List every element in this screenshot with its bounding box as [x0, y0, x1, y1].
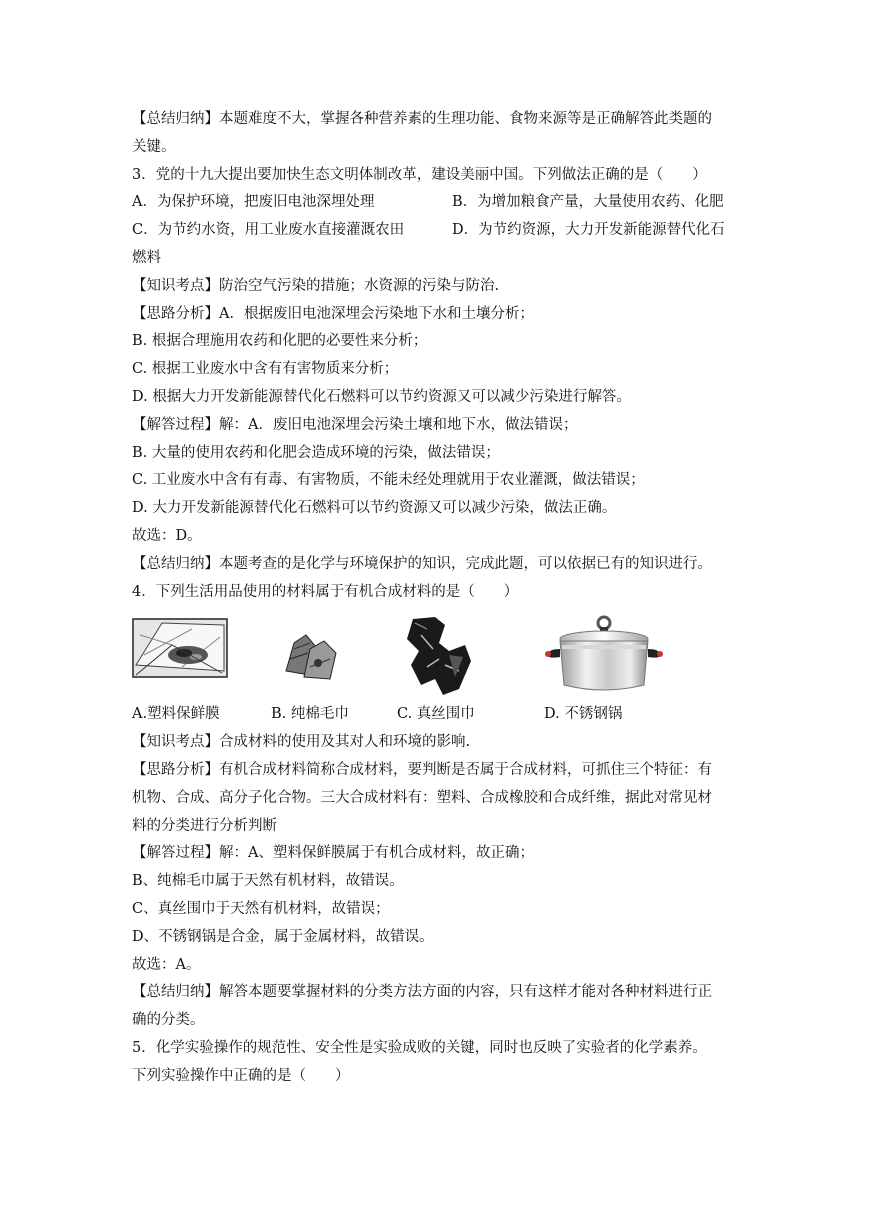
q3-analysis-d: D. 根据大力开发新能源替代化石燃料可以节约资源又可以减少污染进行解答。: [132, 388, 631, 405]
cotton-towel-image: [280, 615, 340, 683]
q3-option-a: A．为保护环境，把废旧电池深埋处理: [132, 194, 375, 211]
question-4-stem: 4．下列生活用品使用的材料属于有机合成材料的是（ ）: [132, 583, 519, 600]
question-5-stem-line1: 5．化学实验操作的规范性、安全性是实验成败的关键，同时也反映了实验者的化学素养。: [132, 1039, 707, 1056]
q4-caption-b: B. 纯棉毛巾: [271, 706, 349, 723]
q3-solution-c: C. 工业废水中含有有毒、有害物质，不能未经处理就用于农业灌溉，做法错误；: [132, 472, 645, 489]
q4-analysis-line3: 料的分类进行分析判断: [132, 817, 277, 834]
q3-options-row1: [132, 189, 744, 217]
q3-analysis-b: B. 根据合理施用农药和化肥的必要性来分析；: [132, 333, 428, 350]
q3-analysis-c: C. 根据工业废水中含有有害物质来分析；: [132, 361, 399, 378]
q4-solution-c: C、真丝围巾于天然有机材料，故错误；: [132, 900, 390, 917]
q4-solution-b: B、纯棉毛巾属于天然有机材料，故错误。: [132, 873, 404, 890]
q4-summary-line1: 【总结归纳】解答本题要掌握材料的分类方法方面的内容，只有这样才能对各种材料进行正: [132, 984, 712, 1001]
q3-knowledge-point: 【知识考点】防治空气污染的措施；水资源的污染与防治.: [132, 277, 500, 294]
q4-caption-d: D. 不锈钢锅: [544, 706, 623, 723]
q3-option-d: D．为节约资源，大力开发新能源替代化石: [452, 222, 725, 239]
q4-answer: 故选：A。: [132, 956, 201, 973]
q3-answer: 故选：D。: [132, 527, 202, 544]
summary-q2-line2: 关键。: [132, 138, 176, 155]
q3-solution-d: D. 大力开发新能源替代化石燃料可以节约资源又可以减少污染，做法正确。: [132, 500, 617, 517]
q3-solution-b: B. 大量的使用农药和化肥会造成环境的污染，做法错误；: [132, 444, 500, 461]
q4-knowledge-point: 【知识考点】合成材料的使用及其对人和环境的影响.: [132, 734, 471, 751]
q3-options-row2: [132, 217, 744, 245]
q4-caption-a: A.塑料保鲜膜: [132, 706, 220, 723]
q4-analysis-line1: 【思路分析】有机合成材料简称合成材料，要判断是否属于合成材料，可抓住三个特征：有: [132, 761, 712, 778]
plastic-wrap-image: [132, 615, 228, 681]
stainless-steel-pot-image: [544, 615, 664, 697]
q3-analysis-a: 【思路分析】A．根据废旧电池深埋会污染地下水和土壤分析；: [132, 305, 534, 322]
q3-solution-a: 【解答过程】解：A．废旧电池深埋会污染土壤和地下水，做法错误；: [132, 416, 578, 433]
silk-scarf-image: [405, 615, 473, 697]
q4-caption-c: C. 真丝围巾: [397, 706, 475, 723]
document-content: [132, 106, 744, 1091]
summary-q2-line1: 【总结归纳】本题难度不大，掌握各种营养素的生理功能、食物来源等是正确解答此类题的: [132, 111, 712, 127]
q4-solution-d: D、不锈钢锅是合金，属于金属材料，故错误。: [132, 928, 434, 945]
q4-captions: [132, 701, 744, 729]
question-3-stem: 3．党的十九大提出要加快生态文明体制改革，建设美丽中国。下列做法正确的是（ ）: [132, 166, 707, 183]
q3-summary: 【总结归纳】本题考查的是化学与环境保护的知识，完成此题，可以依据已有的知识进行。: [132, 555, 712, 572]
q3-option-d-continued: 燃料: [132, 249, 161, 266]
q4-analysis-line2: 机物、合成、高分子化合物。三大合成材料有：塑料、合成橡胶和合成纤维，据此对常见材: [132, 789, 712, 806]
question-5-stem-line2: 下列实验操作中正确的是（ ）: [132, 1067, 350, 1084]
q3-option-c: C．为节约水资，用工业废水直接灌溉农田: [132, 222, 405, 239]
q3-option-b: B．为增加粮食产量，大量使用农药、化肥: [452, 194, 724, 211]
q4-figures: [132, 615, 744, 697]
q4-summary-line2: 确的分类。: [132, 1012, 205, 1029]
q4-solution-a: 【解答过程】解：A、塑料保鲜膜属于有机合成材料，故正确；: [132, 845, 534, 862]
